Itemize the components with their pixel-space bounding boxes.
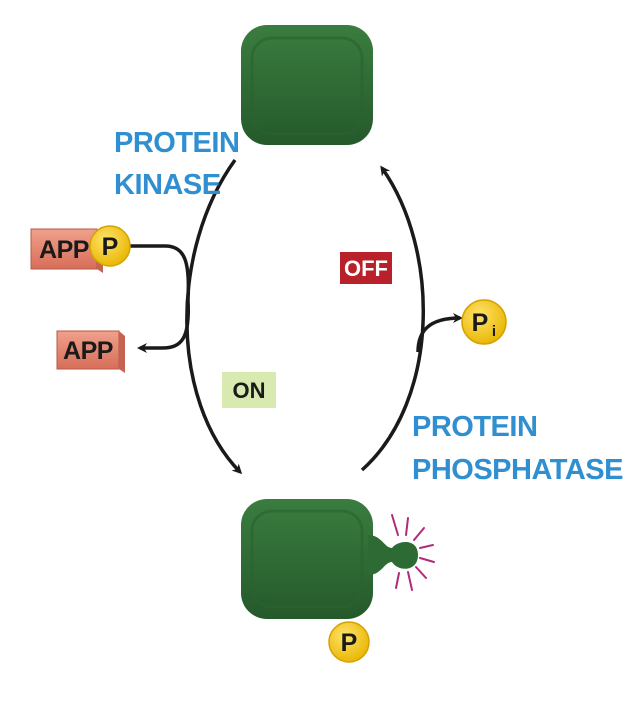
phosphatase-label-line2: PHOSPHATASE [412, 454, 623, 486]
app-molecule [57, 331, 125, 373]
kinase-label-line1: PROTEIN [114, 127, 240, 159]
off-label: OFF [344, 256, 388, 281]
protein-phosphate-label: P [340, 629, 358, 657]
app-phosphate-molecule [31, 226, 130, 273]
pi-subscript: i [491, 323, 497, 340]
active-protein [241, 499, 418, 619]
atp-input-arrow [128, 246, 188, 300]
app-out-label: APP [63, 337, 113, 365]
pi-label: P [471, 309, 489, 337]
app-phosphate-label: P [101, 233, 119, 261]
off-badge [340, 252, 392, 284]
inactive-protein [241, 25, 373, 145]
on-badge [222, 372, 276, 408]
kinase-arrow [187, 160, 240, 472]
adp-output-arrow [140, 300, 188, 348]
app-in-label: APP [39, 236, 89, 264]
phosphatase-label-line1: PROTEIN [412, 411, 538, 443]
protein-phosphate-group [329, 622, 369, 662]
kinase-label-line2: KINASE [114, 169, 221, 201]
on-label: ON [232, 378, 266, 403]
inorganic-phosphate [462, 300, 506, 344]
